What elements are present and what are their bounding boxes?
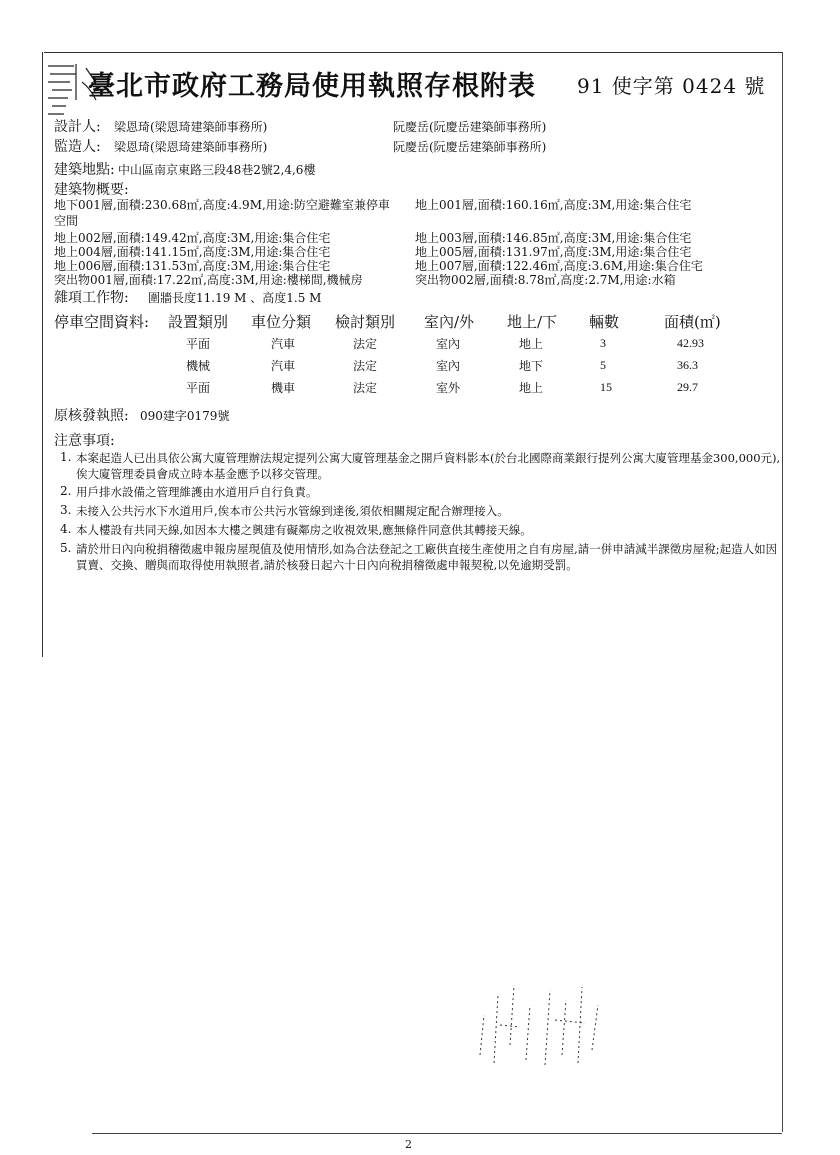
parking-cell: 室外 <box>436 381 461 395</box>
parking-cell: 平面 <box>186 337 211 351</box>
overview-floor-left: 地上002層,面積:149.42㎡,高度:3M,用途:集合住宅 <box>54 231 331 245</box>
designer-value: 梁恩琦(梁恩琦建築師事務所) <box>114 120 268 134</box>
note-number: 3. <box>60 503 72 517</box>
designer-value-2: 阮慶岳(阮慶岳建築師事務所) <box>393 120 547 134</box>
parking-cell: 室內 <box>436 337 461 351</box>
parking-cell: 36.3 <box>677 358 698 372</box>
misc-value: 圍牆長度11.19 M 、高度1.5 M <box>148 291 322 305</box>
parking-cell: 室內 <box>436 359 461 373</box>
overview-b1-cont: 空間 <box>54 214 79 228</box>
designer-label: 設計人: <box>54 119 101 135</box>
overview-f1-line: 地上001層,面積:160.16㎡,高度:3M,用途:集合住宅 <box>415 198 692 212</box>
frame-bottom-line <box>92 1133 782 1134</box>
overview-floor-left: 地上006層,面積:131.53㎡,高度:3M,用途:集合住宅 <box>54 259 331 273</box>
misc-label: 雜項工作物: <box>54 290 129 306</box>
note-text: 未接入公共污水下水道用戶,俟本市公共污水管線到達後,須依相關規定配合辦理接入。 <box>76 504 509 518</box>
parking-cell: 汽車 <box>271 337 296 351</box>
note-number: 2. <box>60 484 72 498</box>
overview-floor-right: 地上005層,面積:131.97㎡,高度:3M,用途:集合住宅 <box>415 245 692 259</box>
parking-cell: 15 <box>600 380 612 394</box>
overview-b1-line: 地下001層,面積:230.68㎡,高度:4.9M,用途:防空避難室兼停車 <box>54 198 390 212</box>
parking-cell: 法定 <box>353 337 378 351</box>
note-text: 請於卅日內向稅捐稽徵處申報房屋現值及使用情形,如為合法登記之工廠供直接生產使用之自有房屋,請一併申請減半課徵房屋稅;起造人如因買賣、交換、贈與而取得使用執照者,請於核發日起六十日內向稅捐稽徵處申報契稅,以免逾期受罰。 <box>76 542 778 572</box>
note-number: 1. <box>60 450 72 464</box>
frame-left-line <box>42 52 43 657</box>
parking-cell: 29.7 <box>677 380 698 394</box>
permit-number: 91 使字第 0424 號 <box>577 74 766 98</box>
parking-cell: 法定 <box>353 359 378 373</box>
note-number: 5. <box>60 541 72 555</box>
parking-header: 室內/外 <box>424 313 475 331</box>
parking-cell: 地下 <box>519 359 544 373</box>
parking-cell: 汽車 <box>271 359 296 373</box>
page-number: 2 <box>405 1138 412 1151</box>
parking-cell: 機車 <box>271 381 296 395</box>
original-permit-label: 原核發執照: <box>54 408 129 424</box>
original-permit-value: 090建字0179號 <box>140 409 230 423</box>
overview-floor-right: 地上007層,面積:122.46㎡,高度:3.6M,用途:集合住宅 <box>415 259 703 273</box>
note-text: 本人樓設有共同天線,如因本大樓之興建有礙鄰房之收視效果,應無條件同意供其轉接天線。 <box>76 523 532 537</box>
address-value: 中山區南京東路三段48巷2號2,4,6樓 <box>118 163 316 177</box>
overview-floor-right: 地上003層,面積:146.85㎡,高度:3M,用途:集合住宅 <box>415 231 692 245</box>
parking-header: 檢討類別 <box>335 313 396 331</box>
parking-cell: 42.93 <box>677 336 704 350</box>
overview-floor-right: 突出物002層,面積:8.78㎡,高度:2.7M,用途:水箱 <box>415 273 676 287</box>
parking-cell: 5 <box>600 358 606 372</box>
parking-header: 設置類別 <box>168 313 229 331</box>
address-label: 建築地點: <box>54 162 115 178</box>
signature-scribble <box>470 975 620 1070</box>
note-number: 4. <box>60 522 72 536</box>
overview-floor-left: 地上004層,面積:141.15㎡,高度:3M,用途:集合住宅 <box>54 245 331 259</box>
parking-header: 面積(㎡) <box>664 313 721 331</box>
parking-cell: 機械 <box>186 359 211 373</box>
frame-top-line <box>44 52 782 53</box>
document-title: 臺北市政府工務局使用執照存根附表 <box>88 71 536 102</box>
parking-cell: 地上 <box>519 381 544 395</box>
supervisor-value-2: 阮慶岳(阮慶岳建築師事務所) <box>393 140 547 154</box>
supervisor-value: 梁恩琦(梁恩琦建築師事務所) <box>114 140 268 154</box>
note-text: 本案起造人已出具依公寓大廈管理辦法規定提列公寓大廈管理基金之開戶資料影本(於台北國際商業銀行提列公寓大廈管理基金300,000元),俟大廈管理委員會成立時本基金應予以移交管理。 <box>76 451 781 481</box>
overview-floor-left: 突出物001層,面積:17.22㎡,高度:3M,用途:樓梯間,機械房 <box>54 273 363 287</box>
parking-header: 地上/下 <box>507 313 558 331</box>
supervisor-label: 監造人: <box>54 139 101 155</box>
parking-cell: 地上 <box>519 337 544 351</box>
parking-header: 輛數 <box>589 313 620 331</box>
parking-header: 車位分類 <box>251 313 312 331</box>
parking-cell: 法定 <box>353 381 378 395</box>
overview-label: 建築物概要: <box>54 182 129 198</box>
parking-cell: 平面 <box>186 381 211 395</box>
frame-right-line <box>782 52 783 1132</box>
note-text: 用戶排水設備之管理維護由水道用戶自行負責。 <box>76 485 318 499</box>
parking-label: 停車空間資料: <box>54 313 150 331</box>
parking-cell: 3 <box>600 336 606 350</box>
notes-label: 注意事項: <box>54 433 115 449</box>
